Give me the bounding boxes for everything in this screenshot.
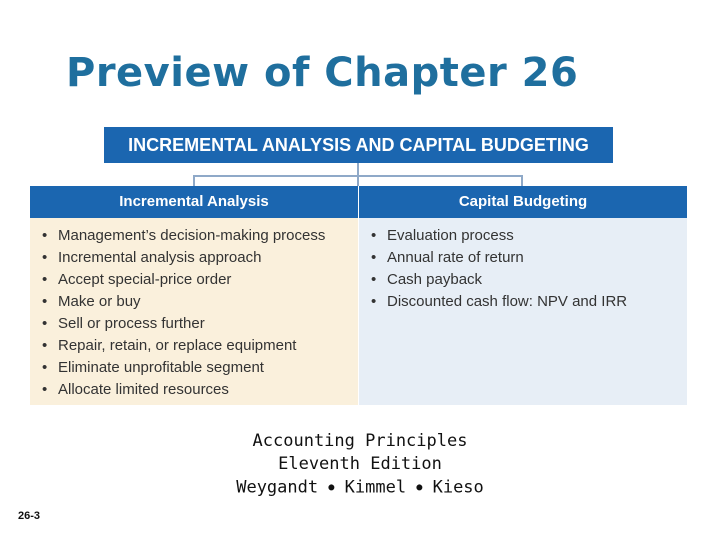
book-title: Accounting Principles bbox=[252, 431, 468, 451]
bullet-icon: • bbox=[371, 293, 377, 310]
list-item: • Sell or process further bbox=[42, 313, 358, 335]
list-item: • Accept special-price order bbox=[42, 269, 358, 291]
author-name: Kieso bbox=[432, 477, 484, 498]
incremental-analysis-list bbox=[42, 225, 358, 401]
bullet-icon: • bbox=[371, 271, 377, 288]
capital-budgeting-heading: Capital Budgeting bbox=[359, 186, 687, 218]
bullet-icon: • bbox=[42, 271, 48, 288]
bullet-icon: • bbox=[42, 359, 48, 376]
separator-dot-icon: ● bbox=[416, 482, 423, 493]
incremental-analysis-heading: Incremental Analysis bbox=[30, 186, 358, 218]
column-divider bbox=[358, 186, 359, 405]
separator-dot-icon: ● bbox=[328, 482, 335, 493]
bullet-icon: • bbox=[42, 315, 48, 332]
list-item: • Annual rate of return bbox=[371, 247, 687, 269]
page-number: 26-3 bbox=[18, 510, 41, 522]
list-item: • Eliminate unprofitable segment bbox=[42, 357, 358, 379]
bullet-icon: • bbox=[42, 249, 48, 266]
list-item: • Incremental analysis approach bbox=[42, 247, 358, 269]
slide-title: Preview of Chapter 26 bbox=[66, 50, 579, 96]
bullet-icon: • bbox=[371, 249, 377, 266]
bullet-icon: • bbox=[42, 337, 48, 354]
list-item: • Management’s decision-making process bbox=[42, 225, 358, 247]
list-item: • Discounted cash flow: NPV and IRR bbox=[371, 291, 687, 313]
book-authors bbox=[0, 476, 720, 500]
book-edition: Eleventh Edition bbox=[278, 454, 442, 474]
list-item: • Cash payback bbox=[371, 269, 687, 291]
bullet-icon: • bbox=[42, 381, 48, 398]
book-credit bbox=[0, 430, 720, 500]
capital-budgeting-list bbox=[371, 225, 687, 313]
list-item: • Repair, retain, or replace equipment bbox=[42, 335, 358, 357]
list-item: • Make or buy bbox=[42, 291, 358, 313]
author-name: Kimmel bbox=[344, 477, 407, 498]
author-name: Weygandt bbox=[236, 477, 319, 498]
list-item: • Evaluation process bbox=[371, 225, 687, 247]
diagram-banner: INCREMENTAL ANALYSIS AND CAPITAL BUDGETING bbox=[104, 127, 613, 163]
bullet-icon: • bbox=[42, 227, 48, 244]
bullet-icon: • bbox=[371, 227, 377, 244]
bullet-icon: • bbox=[42, 293, 48, 310]
list-item: • Allocate limited resources bbox=[42, 379, 358, 401]
